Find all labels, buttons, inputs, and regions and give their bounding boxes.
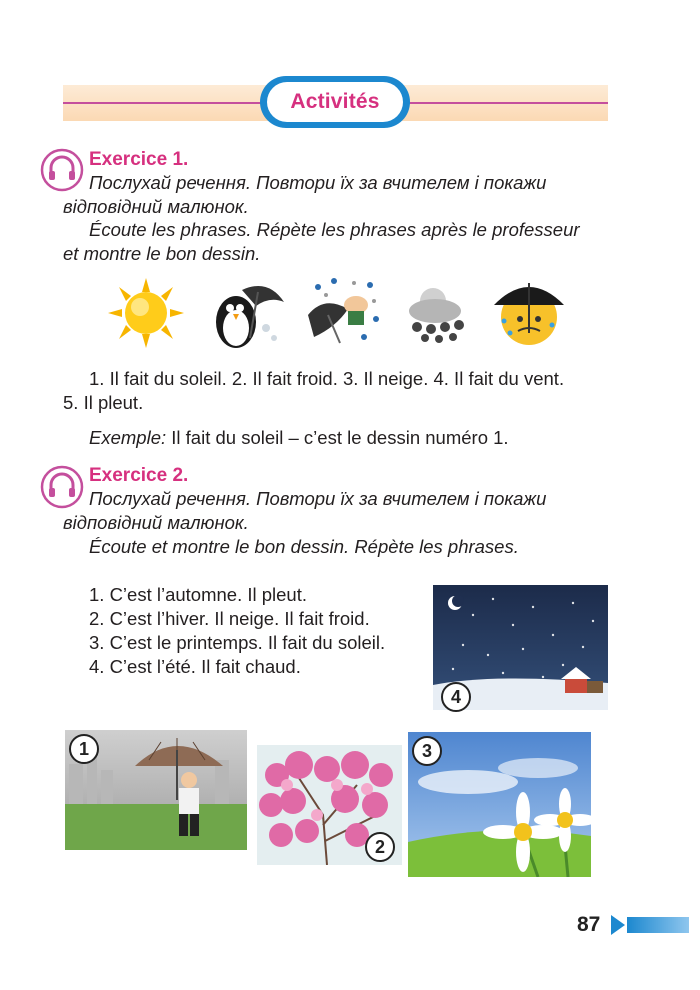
example-label: Exemple: <box>89 427 167 448</box>
exercise2-item-3: 3. C’est le printemps. Il fait du soleil. <box>89 632 386 653</box>
exercise1-example <box>89 425 509 451</box>
headphones-icon <box>40 148 84 192</box>
exercise1-title: Exercice 1. <box>89 149 189 170</box>
exercise2-item-4: 4. C’est l’été. Il fait chaud. <box>89 656 301 677</box>
section-title: Activités <box>267 82 403 122</box>
sun-icon <box>108 278 184 348</box>
picture-badge-3: 3 <box>412 736 442 766</box>
exercise2-instruction-ua-1: Послухай речення. Повтори їх за вчителем і покажи <box>89 488 547 509</box>
exercise1-instruction-fr-2: et montre le bon dessin. <box>63 243 261 264</box>
picture-badge-2: 2 <box>365 832 395 862</box>
exercise1-instruction-ua-2: відповідний малюнок. <box>63 196 249 217</box>
exercise2-instruction-fr: Écoute et montre le bon dessin. Répète les phrases. <box>89 536 519 557</box>
exercise1-sentences-2: 5. Il pleut. <box>63 392 144 413</box>
example-text: Il fait du soleil – c’est le dessin numéro 1. <box>166 427 509 448</box>
picture-badge-4: 4 <box>441 682 471 712</box>
picture-badge-1: 1 <box>69 734 99 764</box>
exercise2-item-1: 1. C’est l’automne. Il pleut. <box>89 584 307 605</box>
exercise1-sentences-1: 1. Il fait du soleil. 2. Il fait froid. 3. Il neige. 4. Il fait du vent. <box>89 368 565 389</box>
exercise1-instruction-ua-1: Послухай речення. Повтори їх за вчителем і покажи <box>89 172 547 193</box>
page-arrow-icon <box>611 913 689 937</box>
penguin-umbrella-icon <box>206 278 286 350</box>
snow-cloud-icon <box>403 283 471 343</box>
exercise2-item-2: 2. C’est l’hiver. Il neige. Il fait froid. <box>89 608 370 629</box>
exercise1-instruction-fr-1: Écoute les phrases. Répète les phrases après le professeur <box>89 219 580 240</box>
exercise2-title: Exercice 2. <box>89 465 189 486</box>
headphones-icon <box>40 465 84 509</box>
page-number: 87 <box>577 913 601 936</box>
rain-umbrella-icon <box>490 275 568 349</box>
wind-umbrella-icon <box>304 275 384 347</box>
exercise2-instruction-ua-2: відповідний малюнок. <box>63 512 249 533</box>
